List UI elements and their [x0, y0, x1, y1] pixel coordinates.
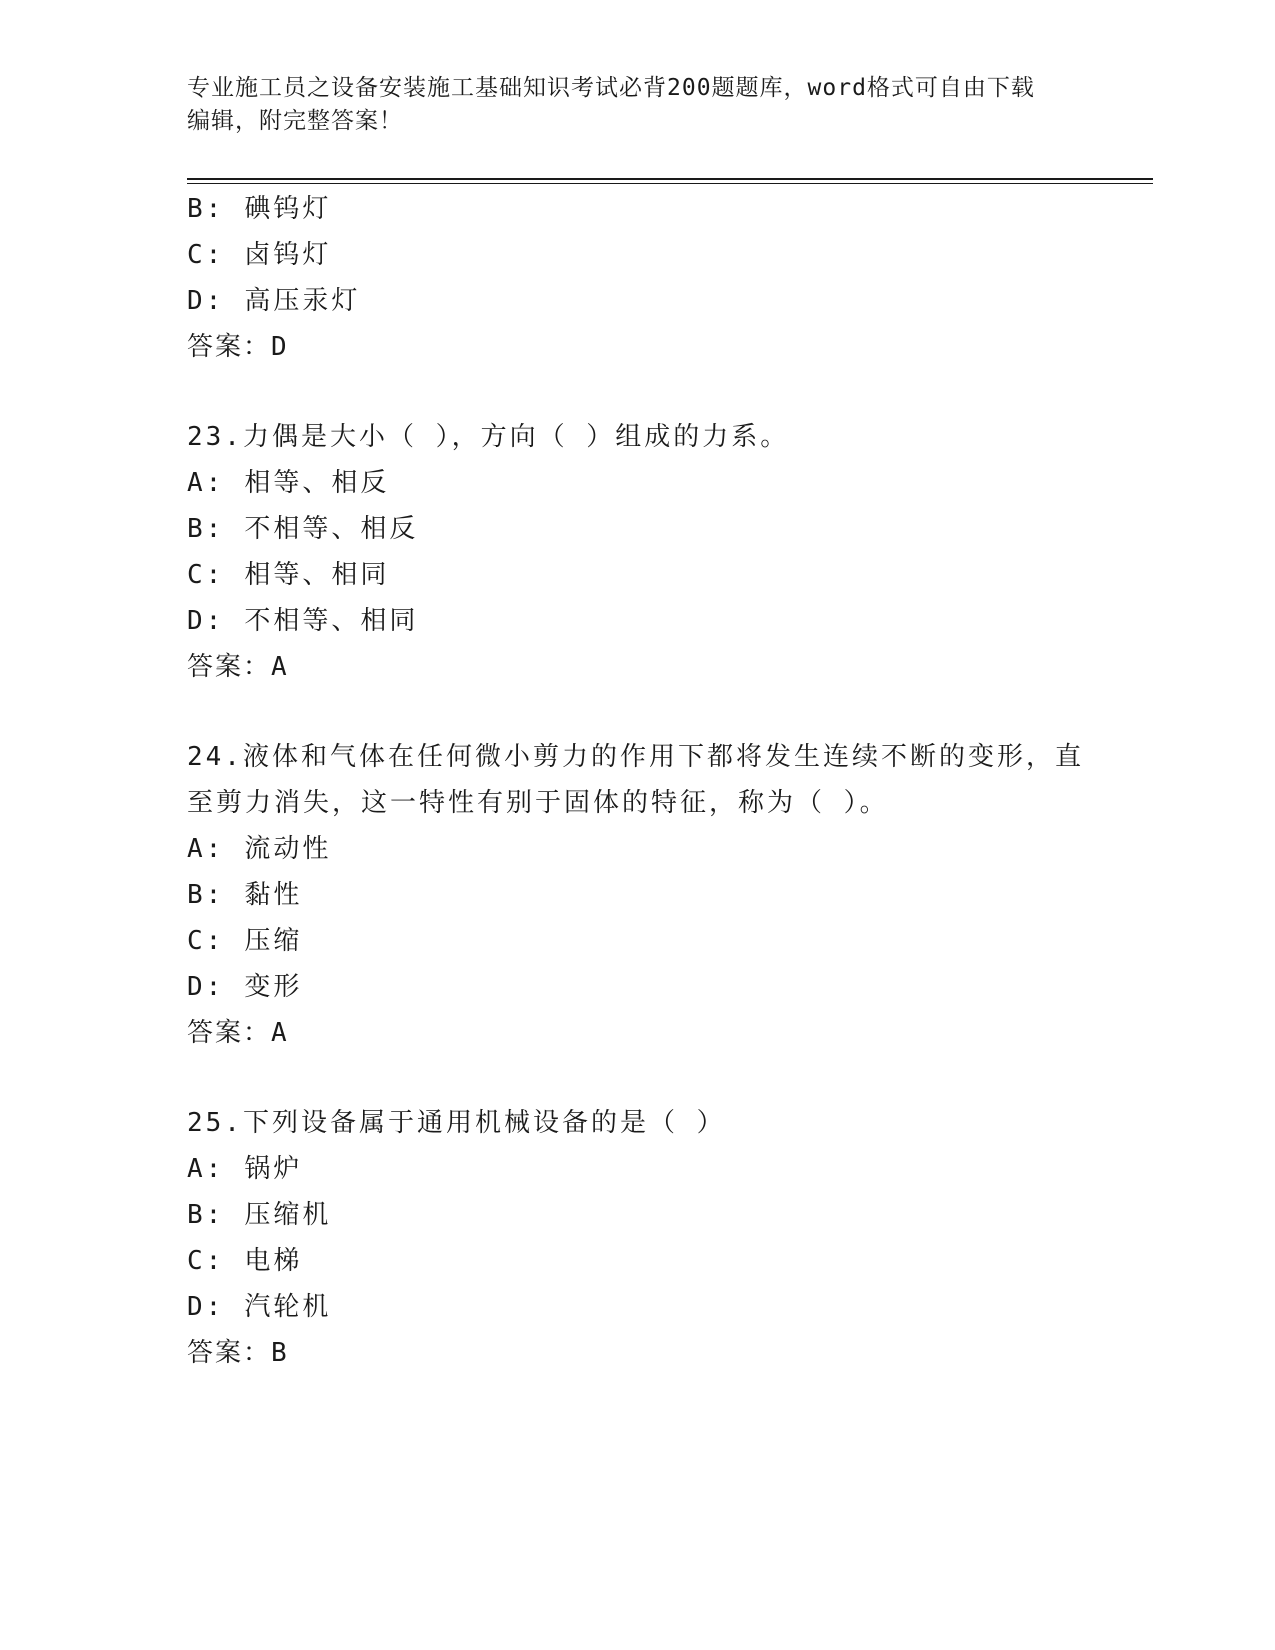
question-25: [187, 1100, 1087, 1376]
option-key: D:: [187, 606, 225, 636]
option-text: 相等、相同: [244, 560, 390, 590]
option-c: [187, 552, 1087, 598]
question-list: [187, 186, 1087, 1376]
option-key: B:: [187, 514, 225, 544]
answer-label: 答案：: [187, 652, 272, 682]
option-text: 不相等、相同: [244, 606, 419, 636]
option-key: C:: [187, 240, 225, 270]
option-d: [187, 1284, 1087, 1330]
question-stem-line: 23.力偶是大小（ ），方向（ ）组成的力系。: [187, 422, 790, 452]
option-d: [187, 598, 1087, 644]
option-key: B:: [187, 880, 225, 910]
header-divider: [187, 178, 1153, 184]
option-key: D:: [187, 972, 225, 1002]
answer-label: 答案：: [187, 1338, 272, 1368]
option-text: 压缩: [244, 926, 303, 956]
answer-line: [187, 1010, 1087, 1056]
option-text: 电梯: [244, 1246, 303, 1276]
header-title-line-2: 编辑，附完整答案！: [187, 108, 403, 134]
option-text: 高压汞灯: [244, 286, 361, 316]
option-key: B:: [187, 194, 225, 224]
answer-value: A: [271, 652, 289, 682]
option-key: C:: [187, 560, 225, 590]
option-key: D:: [187, 286, 225, 316]
question-continued: [187, 186, 1087, 370]
option-a: [187, 826, 1087, 872]
option-b: [187, 872, 1087, 918]
option-text: 碘钨灯: [244, 194, 332, 224]
option-key: A:: [187, 834, 225, 864]
option-c: [187, 1238, 1087, 1284]
option-text: 锅炉: [244, 1154, 303, 1184]
option-text: 卤钨灯: [244, 240, 332, 270]
question-stem: [187, 1100, 1087, 1146]
option-d: [187, 964, 1087, 1010]
option-a: [187, 1146, 1087, 1192]
answer-line: [187, 1330, 1087, 1376]
option-key: D:: [187, 1292, 225, 1322]
option-d: [187, 278, 1087, 324]
option-text: 不相等、相反: [244, 514, 419, 544]
option-text: 相等、相反: [244, 468, 390, 498]
answer-line: [187, 644, 1087, 690]
document-header: [187, 72, 1087, 138]
option-key: A:: [187, 468, 225, 498]
option-key: B:: [187, 1200, 225, 1230]
option-b: [187, 506, 1087, 552]
answer-label: 答案：: [187, 1018, 272, 1048]
answer-value: D: [271, 332, 289, 362]
option-a: [187, 460, 1087, 506]
question-stem-line: 24.液体和气体在任何微小剪力的作用下都将发生连续不断的变形，直: [187, 742, 1084, 772]
option-key: C:: [187, 1246, 225, 1276]
answer-value: A: [271, 1018, 289, 1048]
question-24: [187, 734, 1087, 1056]
answer-label: 答案：: [187, 332, 272, 362]
answer-value: B: [271, 1338, 289, 1368]
option-c: [187, 918, 1087, 964]
option-key: A:: [187, 1154, 225, 1184]
option-key: C:: [187, 926, 225, 956]
question-stem: [187, 414, 1087, 460]
question-stem: [187, 734, 1087, 826]
answer-line: [187, 324, 1087, 370]
option-b: [187, 186, 1087, 232]
option-c: [187, 232, 1087, 278]
header-title-line-1: 专业施工员之设备安装施工基础知识考试必背200题题库，word格式可自由下载: [187, 75, 1035, 101]
option-b: [187, 1192, 1087, 1238]
question-stem-line: 25.下列设备属于通用机械设备的是（ ）: [187, 1108, 726, 1138]
question-23: [187, 414, 1087, 690]
option-text: 压缩机: [244, 1200, 332, 1230]
option-text: 汽轮机: [244, 1292, 332, 1322]
option-text: 流动性: [244, 834, 332, 864]
option-text: 黏性: [244, 880, 303, 910]
option-text: 变形: [244, 972, 303, 1002]
question-stem-line: 至剪力消失，这一特性有别于固体的特征，称为（ ）。: [187, 788, 889, 818]
